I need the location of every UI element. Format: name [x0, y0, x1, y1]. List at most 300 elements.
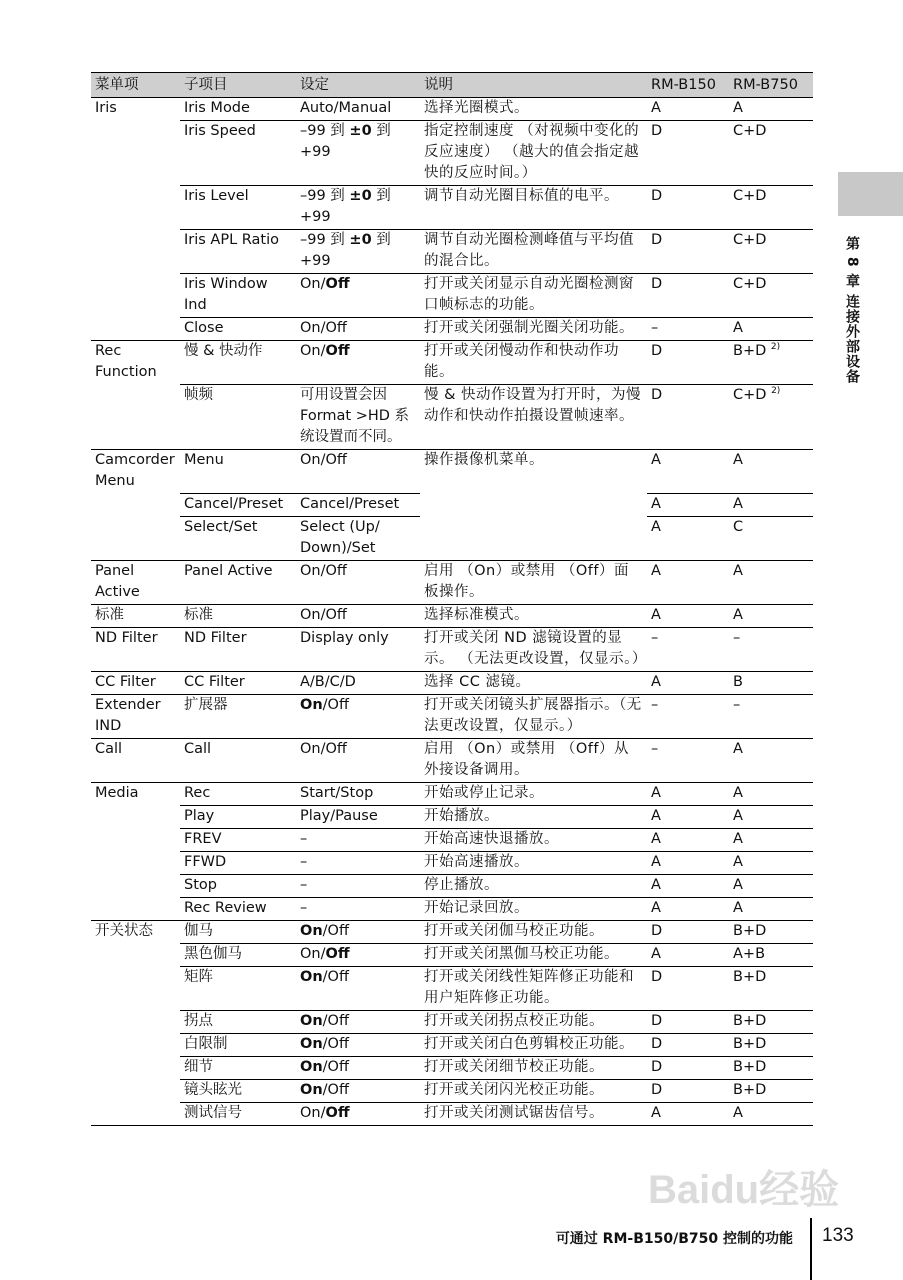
description-cell: 启用 （On）或禁用 （Off）从外接设备调用。	[420, 738, 647, 782]
table-row	[91, 604, 813, 627]
menu-item-cell	[91, 1102, 180, 1125]
setting-cell	[296, 1102, 420, 1125]
setting-text: ±0	[349, 188, 372, 204]
description-cell: 打开或关闭强制光圈关闭功能。	[420, 318, 647, 341]
setting-cell	[296, 897, 420, 920]
setting-text: On/Off	[300, 562, 347, 579]
table-row	[91, 920, 813, 943]
table-row	[91, 851, 813, 874]
sub-item-cell: 矩阵	[180, 966, 296, 1010]
setting-cell	[296, 98, 420, 121]
setting-cell	[296, 121, 420, 186]
description-cell: 打开或关闭 ND 滤镜设置的显示。 （无法更改设置，仅显示。）	[420, 627, 647, 671]
setting-cell	[296, 604, 420, 627]
table-row	[91, 805, 813, 828]
setting-text: On/Off	[300, 320, 347, 336]
rm-b750-cell	[729, 671, 813, 694]
setting-text: On/	[300, 343, 326, 359]
setting-text: /Off	[322, 1012, 349, 1029]
rm-b150-cell: D	[647, 186, 729, 230]
rm-b750-value: A	[733, 452, 743, 468]
setting-cell	[296, 738, 420, 782]
rm-b750-cell	[729, 828, 813, 851]
setting-cell	[296, 1033, 420, 1056]
setting-text: –	[300, 830, 308, 847]
table-row	[91, 385, 813, 450]
rm-b150-cell: D	[647, 1033, 729, 1056]
setting-text: Play/Pause	[300, 807, 378, 824]
menu-item-cell: Camcorder Menu	[95, 452, 175, 489]
rm-b150-cell: D	[647, 230, 729, 274]
rm-b750-value: A	[733, 830, 743, 847]
setting-cell	[296, 828, 420, 851]
setting-text: Start/Stop	[300, 784, 374, 801]
setting-text: Off	[325, 276, 350, 292]
menu-item-cell	[91, 1010, 180, 1033]
rm-b150-cell: A	[647, 1102, 729, 1125]
rm-b750-value: B+D	[733, 922, 767, 939]
table-row	[91, 694, 813, 738]
sub-item-cell: FFWD	[180, 851, 296, 874]
rm-b750-value: C+D	[733, 387, 767, 403]
rm-b750-cell	[729, 1102, 813, 1125]
rm-b750-cell	[729, 627, 813, 671]
menu-item-cell	[91, 851, 180, 874]
footer-divider	[810, 1218, 812, 1280]
setting-cell	[296, 1056, 420, 1079]
description-cell: 开始高速播放。	[420, 851, 647, 874]
menu-item-cell: CC Filter	[91, 671, 180, 694]
description-cell: 停止播放。	[420, 874, 647, 897]
sub-item-cell: 慢 & 快动作	[180, 341, 296, 385]
rm-b750-cell	[729, 450, 813, 494]
menu-item-cell: 开关状态	[95, 922, 153, 939]
description-cell: 打开或关闭镜头扩展器指示。（无法更改设置，仅显示。）	[420, 694, 647, 738]
table-row	[91, 874, 813, 897]
rm-b750-cell	[729, 98, 813, 121]
setting-cell	[296, 230, 420, 274]
setting-cell	[296, 805, 420, 828]
chapter-tab-marker	[838, 172, 903, 216]
description-cell: 打开或关闭黑伽马校正功能。	[420, 943, 647, 966]
sub-item-cell: 黑色伽马	[180, 943, 296, 966]
rm-b750-value: A	[733, 1104, 743, 1121]
setting-text: –99 到	[300, 123, 350, 139]
menu-item-cell	[91, 805, 180, 828]
setting-text: /Off	[322, 922, 349, 939]
menu-item-cell	[91, 897, 180, 920]
rm-b150-cell: D	[647, 274, 729, 318]
setting-cell	[296, 627, 420, 671]
sub-item-cell: Iris Window Ind	[180, 274, 296, 318]
rm-b150-cell: D	[647, 1010, 729, 1033]
rm-b750-cell	[729, 121, 813, 186]
setting-cell	[296, 694, 420, 738]
table-row	[91, 98, 813, 121]
menu-item-cell	[91, 230, 180, 274]
rm-b750-value: A	[733, 784, 743, 801]
setting-text: On	[300, 968, 323, 985]
sub-item-cell: Close	[180, 318, 296, 341]
rm-b150-cell: A	[647, 450, 729, 494]
rm-b750-cell	[729, 493, 813, 516]
rm-b750-cell	[729, 738, 813, 782]
rm-b750-value: A	[733, 495, 743, 512]
table-row	[91, 274, 813, 318]
table-row	[91, 318, 813, 341]
sub-item-cell: Iris Mode	[180, 98, 296, 121]
rm-b150-cell: D	[647, 385, 729, 450]
setting-text: /Off	[322, 696, 349, 713]
sub-item-cell: 细节	[180, 1056, 296, 1079]
setting-text: On/Off	[300, 740, 347, 757]
sub-item-cell: Play	[180, 805, 296, 828]
description-cell: 打开或关闭伽马校正功能。	[420, 920, 647, 943]
setting-cell	[296, 851, 420, 874]
description-cell: 选择光圈模式。	[420, 98, 647, 121]
rm-b750-cell	[729, 782, 813, 805]
setting-cell	[296, 1010, 420, 1033]
table-row	[91, 1056, 813, 1079]
sub-item-cell: 伽马	[180, 920, 296, 943]
header-rm-b150: RM-B150	[647, 73, 729, 98]
rm-b150-cell: D	[647, 121, 729, 186]
setting-text: On	[300, 922, 323, 939]
description-cell	[420, 493, 647, 516]
setting-cell	[296, 943, 420, 966]
rm-b750-cell	[729, 560, 813, 604]
menu-item-cell	[91, 274, 180, 318]
description-cell: 选择标准模式。	[420, 604, 647, 627]
sub-item-cell: Select/Set	[180, 516, 296, 560]
table-row	[91, 230, 813, 274]
sub-item-cell: 白限制	[180, 1033, 296, 1056]
table-row	[91, 897, 813, 920]
rm-b750-cell	[729, 341, 813, 385]
rm-b750-cell	[729, 516, 813, 560]
rm-b150-cell: A	[647, 604, 729, 627]
setting-cell	[296, 560, 420, 604]
setting-cell	[296, 671, 420, 694]
header-rm-b750: RM-B750	[729, 73, 813, 98]
rm-b150-cell: A	[647, 897, 729, 920]
table-row	[91, 671, 813, 694]
table-header-row	[91, 73, 813, 98]
description-cell: 开始或停止记录。	[420, 782, 647, 805]
sub-item-cell: Rec	[180, 782, 296, 805]
rm-b750-value: A	[733, 320, 743, 336]
setting-text: On/	[300, 276, 326, 292]
menu-item-cell	[91, 966, 180, 1010]
description-cell: 指定控制速度 （对视频中变化的反应速度） （越大的值会指定越快的反应时间。）	[420, 121, 647, 186]
menu-item-cell	[91, 1079, 180, 1102]
description-cell	[420, 516, 647, 560]
sub-item-cell: 镜头眩光	[180, 1079, 296, 1102]
description-cell: 打开或关闭白色剪辑校正功能。	[420, 1033, 647, 1056]
table-row	[91, 1033, 813, 1056]
rm-b750-cell	[729, 943, 813, 966]
setting-cell	[296, 782, 420, 805]
sub-item-cell: Iris APL Ratio	[180, 230, 296, 274]
rm-b150-cell: A	[647, 560, 729, 604]
table-row	[91, 560, 813, 604]
rm-b750-cell	[729, 274, 813, 318]
table-row	[91, 121, 813, 186]
rm-b750-value: A	[733, 740, 743, 757]
rm-b750-value: A	[733, 853, 743, 870]
watermark-logo	[648, 1158, 848, 1216]
rm-b750-cell	[729, 805, 813, 828]
sub-item-cell: Cancel/Preset	[180, 493, 296, 516]
rm-b150-cell: D	[647, 1056, 729, 1079]
menu-item-cell: Iris	[95, 100, 117, 116]
setting-text: /Off	[322, 1081, 349, 1098]
setting-text: On	[300, 696, 323, 713]
rm-b150-cell: A	[647, 671, 729, 694]
menu-item-cell: 标准	[91, 604, 180, 627]
setting-text: 可用设置会因 Format >HD 系统设置而不同。	[300, 387, 410, 445]
menu-item-cell: Extender IND	[91, 694, 180, 738]
rm-b750-cell	[729, 385, 813, 450]
rm-b150-cell: A	[647, 874, 729, 897]
description-cell: 打开或关闭显示自动光圈检测窗口帧标志的功能。	[420, 274, 647, 318]
menu-item-cell	[91, 1033, 180, 1056]
description-cell: 开始记录回放。	[420, 897, 647, 920]
setting-text: –99 到	[300, 188, 350, 204]
setting-text: –99 到	[300, 232, 350, 248]
rm-b750-value: C+D	[733, 276, 767, 292]
description-cell: 打开或关闭慢动作和快动作功能。	[420, 341, 647, 385]
description-cell: 调节自动光圈目标值的电平。	[420, 186, 647, 230]
menu-item-cell	[91, 121, 180, 186]
table-row	[91, 943, 813, 966]
setting-text: On/Off	[300, 452, 347, 468]
table-row	[91, 1102, 813, 1125]
menu-item-cell	[91, 828, 180, 851]
sub-item-cell: Panel Active	[180, 560, 296, 604]
sub-item-cell: ND Filter	[180, 627, 296, 671]
table-row	[91, 828, 813, 851]
rm-b750-value: B+D	[733, 343, 767, 359]
sub-item-cell: 扩展器	[180, 694, 296, 738]
rm-b750-value: C	[733, 518, 744, 535]
header-description: 说明	[420, 73, 647, 98]
description-cell: 开始播放。	[420, 805, 647, 828]
rm-b750-value: B+D	[733, 1012, 767, 1029]
sub-item-cell: Iris Level	[180, 186, 296, 230]
setting-cell	[296, 318, 420, 341]
rm-b750-value: –	[733, 696, 741, 713]
setting-text: 到 +99	[300, 188, 391, 225]
setting-text: Off	[325, 343, 350, 359]
header-setting: 设定	[296, 73, 420, 98]
menu-item-cell	[91, 874, 180, 897]
sub-item-cell: Stop	[180, 874, 296, 897]
rm-b750-value: B+D	[733, 1081, 767, 1098]
table-row	[91, 966, 813, 1010]
setting-text: On	[300, 1058, 323, 1075]
rm-b750-value: B+D	[733, 1035, 767, 1052]
sub-item-cell: CC Filter	[180, 671, 296, 694]
sub-item-cell: Call	[180, 738, 296, 782]
footnote-marker: 2)	[771, 386, 781, 397]
rm-b750-value: B+D	[733, 1058, 767, 1075]
menu-item-cell: Panel Active	[91, 560, 180, 604]
rm-b750-cell	[729, 230, 813, 274]
rm-b150-cell: –	[647, 738, 729, 782]
rm-b750-value: C+D	[733, 232, 767, 248]
header-menu-item: 菜单项	[91, 73, 180, 98]
chapter-label: 第 8 章 连接外部设备	[844, 236, 860, 385]
description-cell: 打开或关闭细节校正功能。	[420, 1056, 647, 1079]
rm-b750-value: A	[733, 899, 743, 916]
rm-b150-cell: D	[647, 966, 729, 1010]
setting-text: On	[300, 1081, 323, 1098]
menu-item-cell	[91, 186, 180, 230]
menu-item-cell	[91, 1056, 180, 1079]
setting-cell	[296, 874, 420, 897]
rm-b150-cell: D	[647, 1079, 729, 1102]
setting-text: Display only	[300, 629, 389, 646]
description-cell: 慢 & 快动作设置为打开时，为慢动作和快动作拍摄设置帧速率。	[420, 385, 647, 450]
menu-item-cell	[91, 943, 180, 966]
description-cell: 开始高速快退播放。	[420, 828, 647, 851]
footnote-marker: 2)	[770, 342, 781, 353]
setting-cell	[296, 186, 420, 230]
rm-b750-cell	[729, 874, 813, 897]
rm-b150-cell: A	[647, 828, 729, 851]
setting-cell	[296, 1079, 420, 1102]
rm-b150-cell: A	[647, 516, 729, 560]
setting-cell	[296, 920, 420, 943]
table-row	[91, 341, 813, 385]
rm-b150-cell: D	[647, 920, 729, 943]
sub-item-cell: 测试信号	[180, 1102, 296, 1125]
setting-cell	[296, 341, 420, 385]
setting-text: 到 +99	[300, 232, 391, 269]
menu-item-cell	[91, 318, 180, 341]
table-row	[91, 1079, 813, 1102]
description-cell: 启用 （On）或禁用 （Off）面板操作。	[420, 560, 647, 604]
setting-text: On	[300, 1012, 323, 1029]
rm-b750-cell	[729, 851, 813, 874]
table-row	[91, 450, 813, 494]
rm-b150-cell: A	[647, 943, 729, 966]
setting-text: Select (Up/ Down)/Set	[300, 518, 380, 556]
rm-b150-cell: A	[647, 98, 729, 121]
sub-item-cell: 拐点	[180, 1010, 296, 1033]
rm-b750-value: A	[733, 100, 743, 116]
rm-b750-value: C+D	[733, 123, 767, 139]
table-row	[91, 493, 813, 516]
rm-b150-cell: A	[647, 782, 729, 805]
sub-item-cell: 帧频	[180, 385, 296, 450]
watermark-text: Baidu经验	[648, 1168, 840, 1212]
rm-b750-cell	[729, 694, 813, 738]
table-row	[91, 782, 813, 805]
setting-text: 到 +99	[300, 123, 391, 160]
sub-item-cell: FREV	[180, 828, 296, 851]
setting-text: Auto/Manual	[300, 100, 392, 116]
menu-item-cell	[91, 385, 180, 450]
rm-b750-cell	[729, 1033, 813, 1056]
description-cell: 打开或关闭拐点校正功能。	[420, 1010, 647, 1033]
rm-b750-value: A	[733, 562, 743, 579]
sub-item-cell: Rec Review	[180, 897, 296, 920]
rm-b150-cell: –	[647, 627, 729, 671]
menu-item-cell: Call	[91, 738, 180, 782]
setting-text: –	[300, 853, 308, 870]
rm-b150-cell: –	[647, 318, 729, 341]
footer-title: 可通过 RM-B150/B750 控制的功能	[555, 1231, 793, 1247]
rm-b150-cell: A	[647, 851, 729, 874]
sub-item-cell: Iris Speed	[180, 121, 296, 186]
rm-b750-cell	[729, 186, 813, 230]
setting-text: A/B/C/D	[300, 673, 356, 690]
setting-cell	[296, 493, 420, 516]
table-row	[91, 738, 813, 782]
setting-text: On/	[300, 945, 326, 962]
setting-text: Off	[325, 945, 350, 962]
setting-text: /Off	[322, 1058, 349, 1075]
setting-cell	[296, 385, 420, 450]
rm-b750-value: –	[733, 629, 741, 646]
rm-b150-cell: D	[647, 341, 729, 385]
setting-text: On	[300, 1035, 323, 1052]
rm-b750-value: A	[733, 807, 743, 824]
rm-b750-cell	[729, 920, 813, 943]
rm-b150-cell: A	[647, 493, 729, 516]
setting-cell	[296, 516, 420, 560]
setting-cell	[296, 450, 420, 494]
table-row	[91, 1010, 813, 1033]
description-cell: 打开或关闭测试锯齿信号。	[420, 1102, 647, 1125]
setting-text: Cancel/Preset	[300, 495, 400, 512]
description-cell: 打开或关闭线性矩阵修正功能和用户矩阵修正功能。	[420, 966, 647, 1010]
setting-cell	[296, 274, 420, 318]
setting-text: –	[300, 899, 308, 916]
rm-b750-cell	[729, 318, 813, 341]
rm-b750-cell	[729, 1010, 813, 1033]
setting-text: Off	[325, 1104, 350, 1121]
rm-b750-value: C+D	[733, 188, 767, 204]
rm-b750-cell	[729, 897, 813, 920]
menu-item-cell	[91, 493, 180, 516]
setting-text: –	[300, 876, 308, 893]
rm-b750-value: A	[733, 606, 743, 623]
setting-text: ±0	[349, 232, 372, 248]
setting-text: On/	[300, 1104, 326, 1121]
sub-item-cell: 标准	[180, 604, 296, 627]
sub-item-cell: Menu	[180, 450, 296, 494]
table-row	[91, 627, 813, 671]
description-cell: 打开或关闭闪光校正功能。	[420, 1079, 647, 1102]
menu-item-cell: ND Filter	[91, 627, 180, 671]
rm-b750-value: B	[733, 673, 743, 690]
rm-b750-cell	[729, 966, 813, 1010]
rm-b750-value: A	[733, 876, 743, 893]
rm-b750-cell	[729, 1079, 813, 1102]
rm-b150-cell: –	[647, 694, 729, 738]
setting-text: /Off	[322, 1035, 349, 1052]
table-row	[91, 516, 813, 560]
setting-text: /Off	[322, 968, 349, 985]
menu-item-cell: Rec Function	[95, 343, 157, 380]
setting-text: On/Off	[300, 606, 347, 623]
page-number: 133	[822, 1225, 854, 1246]
table-row	[91, 186, 813, 230]
rm-b750-cell	[729, 1056, 813, 1079]
